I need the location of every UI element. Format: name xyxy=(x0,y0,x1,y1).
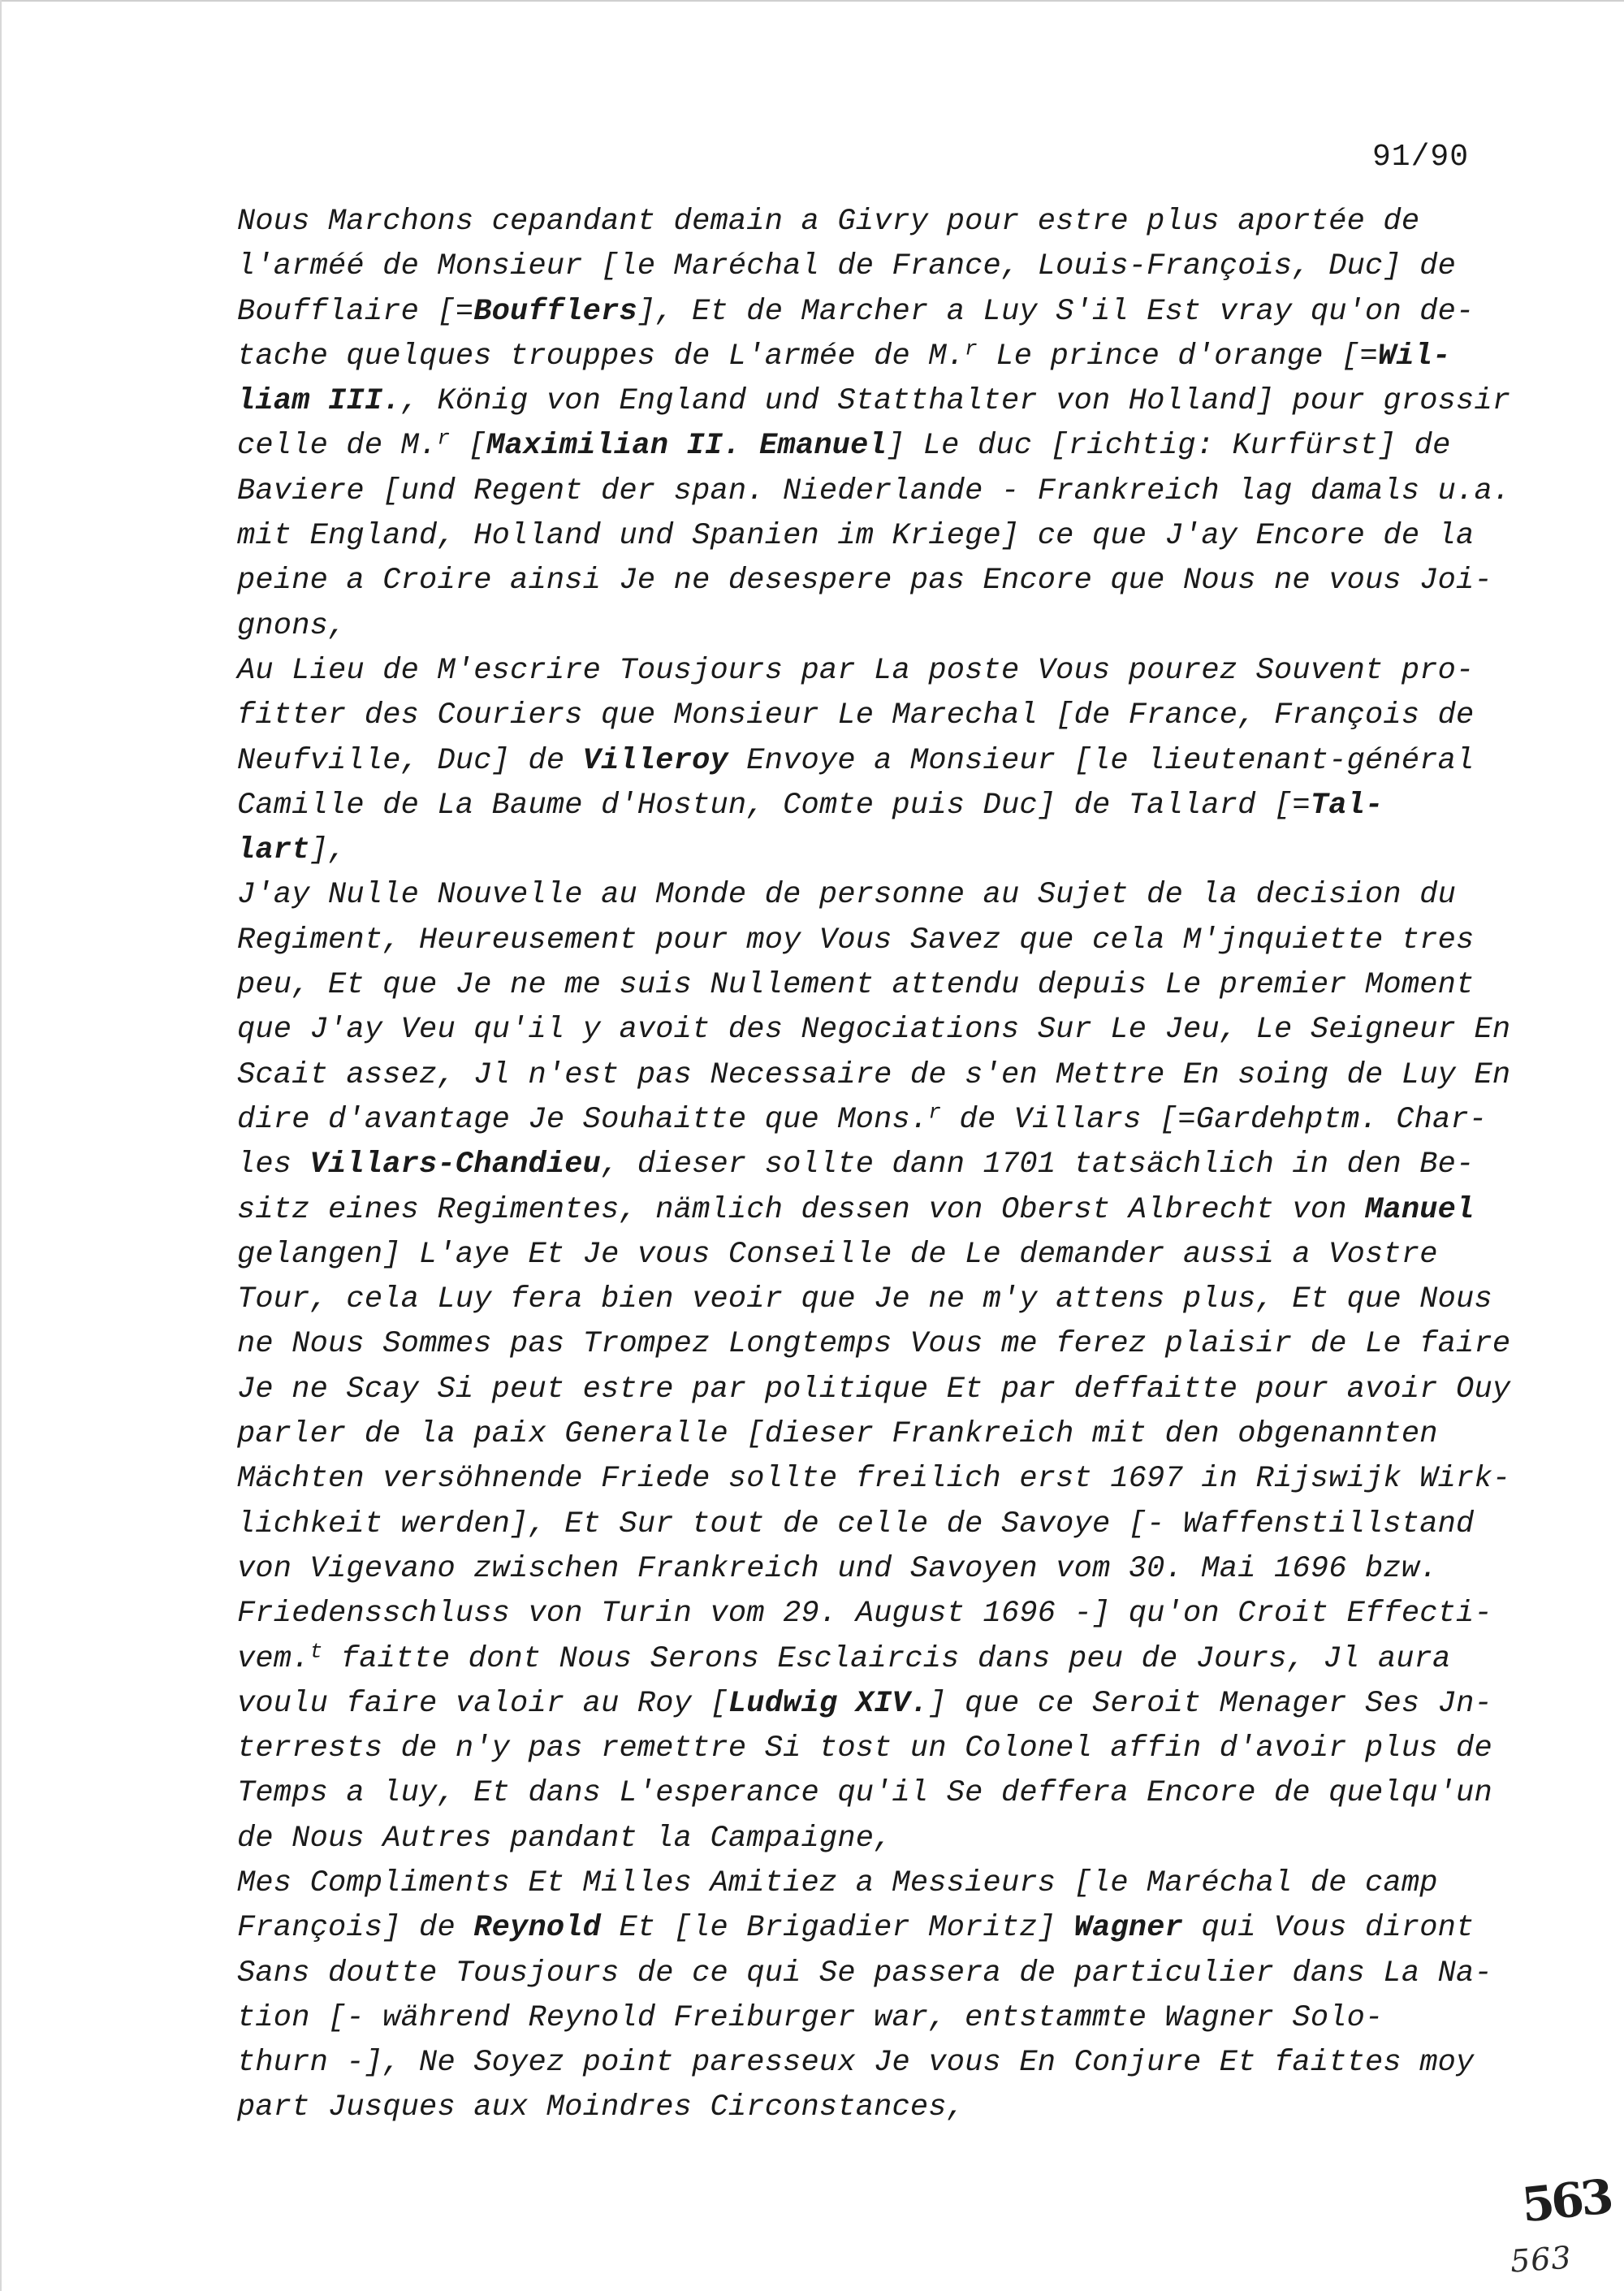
text-run: ne Nous Sommes pas Trompez Longtemps Vous me ferez plaisir de Le faire xyxy=(237,1327,1511,1362)
letter-body xyxy=(237,200,1585,2131)
text-line xyxy=(237,244,1585,289)
bold-name: liam III. xyxy=(237,384,401,419)
text-line xyxy=(237,1277,1585,1322)
text-run: , König von England und Statthalter von Holland] pour grossir xyxy=(400,384,1511,419)
text-run: part Jusques aux Moindres Circonstances, xyxy=(237,2090,965,2125)
text-run: fitter des Couriers que Monsieur Le Marechal [de France, François de xyxy=(237,698,1475,733)
text-line xyxy=(237,2041,1585,2086)
text-run: les xyxy=(237,1148,310,1182)
text-run: Je ne Scay Si peut estre par politique Et par deffaitte pour avoir Ouy xyxy=(237,1372,1511,1407)
text-line xyxy=(237,694,1585,738)
text-run: Tour, cela Luy fera bien veoir que Je ne m'y attens plus, Et que Nous xyxy=(237,1282,1492,1317)
text-line xyxy=(237,335,1585,379)
text-line xyxy=(237,873,1585,918)
text-run: Sans doutte Tousjours de ce qui Se passera de particulier dans La Na- xyxy=(237,1956,1492,1991)
superscript: r xyxy=(965,336,978,361)
text-run: lichkeit werden], Et Sur tout de celle de Savoye [- Waffenstillstand xyxy=(237,1506,1475,1541)
page-edge-top xyxy=(0,0,1624,2)
text-run: mit England, Holland und Spanien im Kriege] ce que J'ay Encore de la xyxy=(237,519,1475,554)
text-line xyxy=(237,1682,1585,1727)
text-run: sitz eines Regimentes, nämlich dessen von Oberst Albrecht von xyxy=(237,1192,1366,1227)
text-line xyxy=(237,1996,1585,2041)
text-run: tache quelques trouppes de L'armée de M. xyxy=(237,339,965,374)
text-line xyxy=(237,649,1585,694)
text-run: Neufville, Duc] de xyxy=(237,743,583,778)
text-run: tion [- während Reynold Freiburger war, entstammte Wagner Solo- xyxy=(237,2000,1384,2035)
text-line xyxy=(237,1592,1585,1636)
text-run: Au Lieu de M'escrire Tousjours par La poste Vous pourez Souvent pro- xyxy=(237,653,1475,688)
archive-stamp: 563 xyxy=(1518,2168,1613,2233)
text-line xyxy=(237,1952,1585,1996)
text-run: dire d'avantage Je Souhaitte que Mons. xyxy=(237,1102,929,1137)
text-run: gelangen] L'aye Et Je vous Conseille de Le demander aussi a Vostre xyxy=(237,1237,1438,1272)
text-line xyxy=(237,963,1585,1008)
text-run: ], Et de Marcher a Luy S'il Est vray qu'on de- xyxy=(637,294,1475,329)
text-line xyxy=(237,290,1585,335)
text-line xyxy=(237,1368,1585,1412)
text-run: Regiment, Heureusement pour moy Vous Savez que cela M'jnquiette tres xyxy=(237,923,1475,957)
text-run: Boufflaire [= xyxy=(237,294,474,329)
text-line xyxy=(237,1906,1585,1951)
superscript: r xyxy=(928,1100,942,1125)
bold-name: Tal- xyxy=(1310,788,1384,823)
text-line xyxy=(237,469,1585,514)
text-run: ] Le duc [richtig: Kurfürst] de xyxy=(886,429,1451,464)
text-run: Scait assez, Jl n'est pas Necessaire de s'en Mettre En soing de Luy En xyxy=(237,1057,1511,1092)
text-run: faitte dont Nous Serons Esclaircis dans peu de Jours, Jl aura xyxy=(322,1641,1451,1676)
text-line xyxy=(237,1771,1585,1816)
bold-name: Wil- xyxy=(1377,339,1451,374)
text-run: vem. xyxy=(237,1641,310,1676)
bold-name: Manuel xyxy=(1365,1192,1475,1227)
text-line xyxy=(237,2086,1585,2130)
text-run: de Villars [=Gardehptm. Char- xyxy=(941,1102,1488,1137)
text-run: peu, Et que Je ne me suis Nullement attendu depuis Le premier Moment xyxy=(237,968,1475,1003)
text-run: Mes Compliments Et Milles Amitiez a Messieurs [le Maréchal de camp xyxy=(237,1865,1438,1900)
text-run: de Nous Autres pandant la Campaigne, xyxy=(237,1821,892,1856)
bold-name: Wagner xyxy=(1073,1911,1183,1946)
text-line xyxy=(237,1098,1585,1143)
text-run: , dieser sollte dann 1701 tatsächlich in den Be- xyxy=(601,1148,1475,1182)
text-line xyxy=(237,1637,1585,1682)
text-run: von Vigevano zwischen Frankreich und Savoyen vom 30. Mai 1696 bzw. xyxy=(237,1551,1438,1586)
text-line xyxy=(237,739,1585,784)
text-run: ] que ce Seroit Menager Ses Jn- xyxy=(928,1686,1492,1721)
text-line xyxy=(237,604,1585,649)
handwritten-page-number: 563 xyxy=(1509,2239,1573,2280)
text-run: peine a Croire ainsi Je ne desespere pas Encore que Nous ne vous Joi- xyxy=(237,564,1492,599)
text-run: Et [le Brigadier Moritz] xyxy=(601,1911,1074,1946)
text-line xyxy=(237,1233,1585,1277)
text-run: que J'ay Veu qu'il y avoit des Negociations Sur Le Jeu, Le Seigneur En xyxy=(237,1013,1511,1048)
text-run: qui Vous diront xyxy=(1183,1911,1475,1946)
text-line xyxy=(237,1143,1585,1187)
text-line xyxy=(237,1412,1585,1457)
page-edge-left xyxy=(0,0,2,2291)
text-run: parler de la paix Generalle [dieser Frankreich mit den obgenannten xyxy=(237,1417,1438,1452)
text-run: Camille de La Baume d'Hostun, Comte puis Duc] de Tallard [= xyxy=(237,788,1311,823)
text-run: Mächten versöhnende Friede sollte freilich erst 1697 in Rijswijk Wirk- xyxy=(237,1462,1511,1497)
text-run: [ xyxy=(450,429,487,464)
bold-name: Ludwig XIV. xyxy=(728,1686,929,1721)
superscript: r xyxy=(437,426,451,451)
text-run: Friedensschluss von Turin vom 29. August 1696 -] qu'on Croit Effecti- xyxy=(237,1597,1492,1632)
text-run: Envoye a Monsieur [le lieutenant-général xyxy=(728,743,1475,778)
text-line xyxy=(237,828,1585,873)
text-line xyxy=(237,1322,1585,1367)
text-line xyxy=(237,1457,1585,1502)
text-line xyxy=(237,379,1585,424)
text-line xyxy=(237,1502,1585,1547)
text-run: thurn -], Ne Soyez point paresseux Je vous En Conjure Et faittes moy xyxy=(237,2046,1475,2081)
text-line xyxy=(237,1727,1585,1771)
bold-name: lart xyxy=(237,833,310,868)
bold-name: Villeroy xyxy=(582,743,728,778)
text-run: ], xyxy=(309,833,347,868)
text-line xyxy=(237,1817,1585,1861)
bold-name: Maximilian II. Emanuel xyxy=(486,429,887,464)
text-line xyxy=(237,1861,1585,1906)
text-line xyxy=(237,1053,1585,1098)
text-run: Nous Marchons cepandant demain a Givry pour estre plus aportée de xyxy=(237,205,1420,239)
superscript: t xyxy=(309,1638,323,1663)
text-run: terrests de n'y pas remettre Si tost un Colonel affin d'avoir plus de xyxy=(237,1731,1492,1766)
text-line xyxy=(237,559,1585,603)
text-line xyxy=(237,200,1585,244)
text-run: voulu faire valoir au Roy [ xyxy=(237,1686,728,1721)
text-run: Temps a luy, Et dans L'esperance qu'il Se deffera Encore de quelqu'un xyxy=(237,1776,1492,1811)
text-run: l'arméé de Monsieur [le Maréchal de France, Louis-François, Duc] de xyxy=(237,249,1457,284)
bold-name: Boufflers xyxy=(473,294,637,329)
text-line xyxy=(237,1008,1585,1053)
bold-name: Villars-Chandieu xyxy=(309,1148,602,1182)
text-run: gnons, xyxy=(237,608,347,643)
page-number: 91/90 xyxy=(1372,140,1470,175)
text-run: celle de M. xyxy=(237,429,438,464)
text-line xyxy=(237,919,1585,963)
text-line xyxy=(237,424,1585,469)
text-line xyxy=(237,1547,1585,1592)
text-line xyxy=(237,784,1585,828)
text-line xyxy=(237,514,1585,559)
text-run: J'ay Nulle Nouvelle au Monde de personne au Sujet de la decision du xyxy=(237,878,1457,913)
text-run: Le prince d'orange [= xyxy=(977,339,1378,374)
text-line xyxy=(237,1188,1585,1233)
bold-name: Reynold xyxy=(473,1911,602,1946)
text-run: François] de xyxy=(237,1911,474,1946)
text-run: Baviere [und Regent der span. Niederlande - Frankreich lag damals u.a. xyxy=(237,473,1511,508)
